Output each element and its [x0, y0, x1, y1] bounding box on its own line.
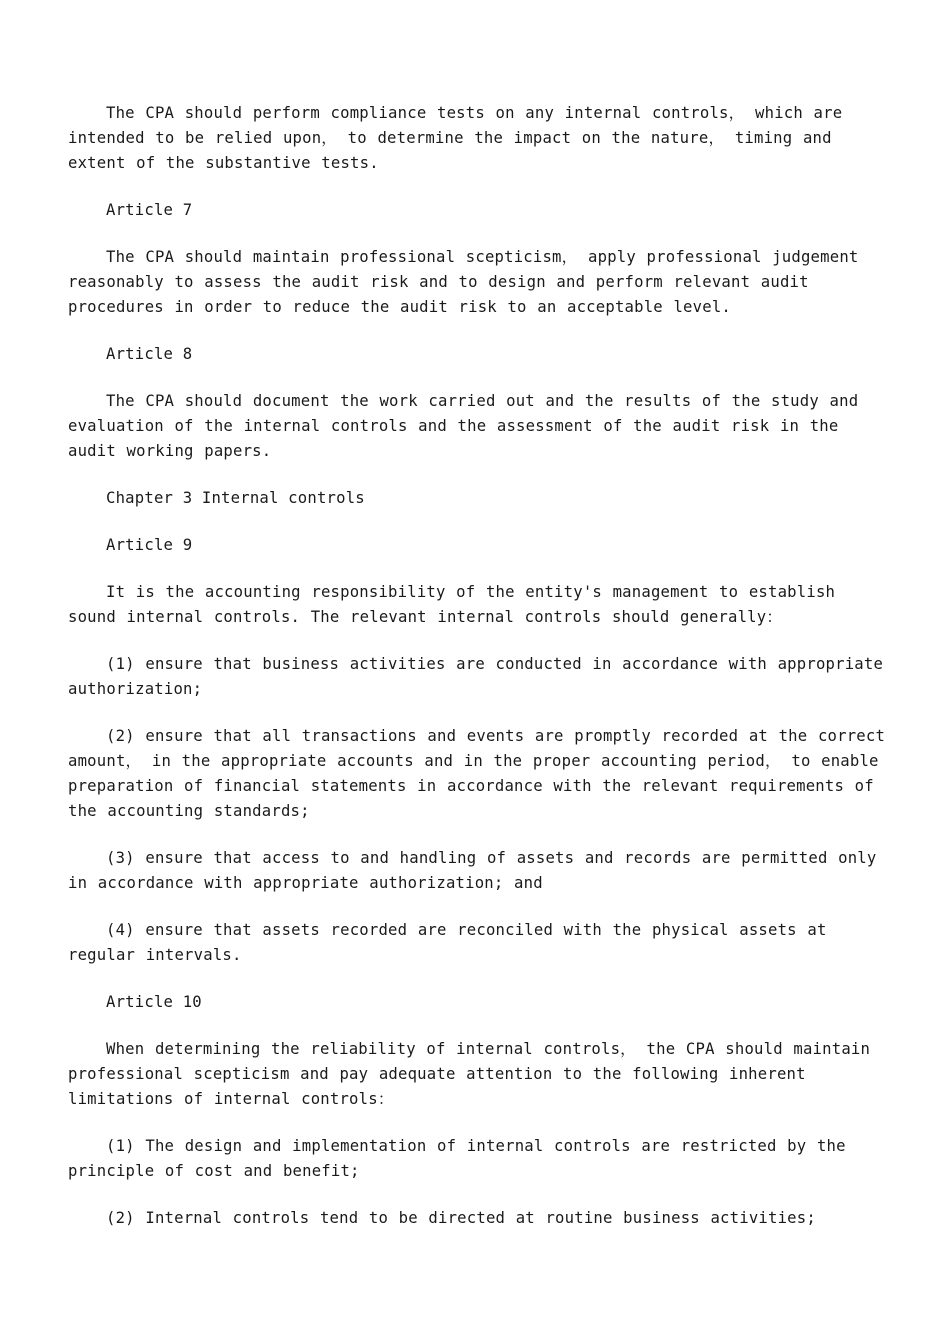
heading-article-10: Article 10 [106, 993, 202, 1011]
heading-article-7: Article 7 [106, 201, 193, 219]
heading-article-9: Article 9 [106, 536, 193, 554]
paragraph-article-9-body: It is the accounting responsibility of the entity's management to establish sound internal controls. The relevant internal controls should generally： [68, 583, 836, 626]
heading-chapter-3: Chapter 3 Internal controls [106, 489, 365, 507]
list-item-article-10-1: (1) The design and implementation of internal controls are restricted by the principle of cost and benefit; [68, 1137, 846, 1180]
list-item-article-9-3: (3) ensure that access to and handling of assets and records are permitted only in accordance with appropriate authorization; and [68, 849, 877, 892]
paragraph-compliance-tests: The CPA should perform compliance tests on any internal controls， which are intended to be relied upon， to determine the impact on the nature， timing and extent of the substantive tests. [68, 104, 843, 172]
list-item-article-9-4: (4) ensure that assets recorded are reconciled with the physical assets at regular intervals. [68, 921, 827, 964]
list-item-article-10-2: (2) Internal controls tend to be directed at routine business activities; [106, 1209, 816, 1227]
paragraph-article-7-body: The CPA should maintain professional scepticism， apply professional judgement reasonably to assess the audit risk and to design and perform relevant audit procedures in order to reduce the audit risk to an acceptable level. [68, 248, 859, 316]
paragraph-article-8-body: The CPA should document the work carried out and the results of the study and evaluation of the internal controls and the assessment of the audit risk in the audit working papers. [68, 392, 859, 460]
list-item-article-9-2: (2) ensure that all transactions and events are promptly recorded at the correct amount， in the appropriate accounts and in the proper accounting period， to enable preparation of financial statements in accordance with the relevant requirements of the accounting standards; [68, 727, 886, 820]
heading-article-8: Article 8 [106, 345, 193, 363]
document-page [68, 101, 888, 1253]
list-item-article-9-1: (1) ensure that business activities are conducted in accordance with appropriate authorization; [68, 655, 884, 698]
paragraph-article-10-body: When determining the reliability of internal controls， the CPA should maintain professional scepticism and pay adequate attention to the following inherent limitations of internal controls： [68, 1040, 871, 1108]
